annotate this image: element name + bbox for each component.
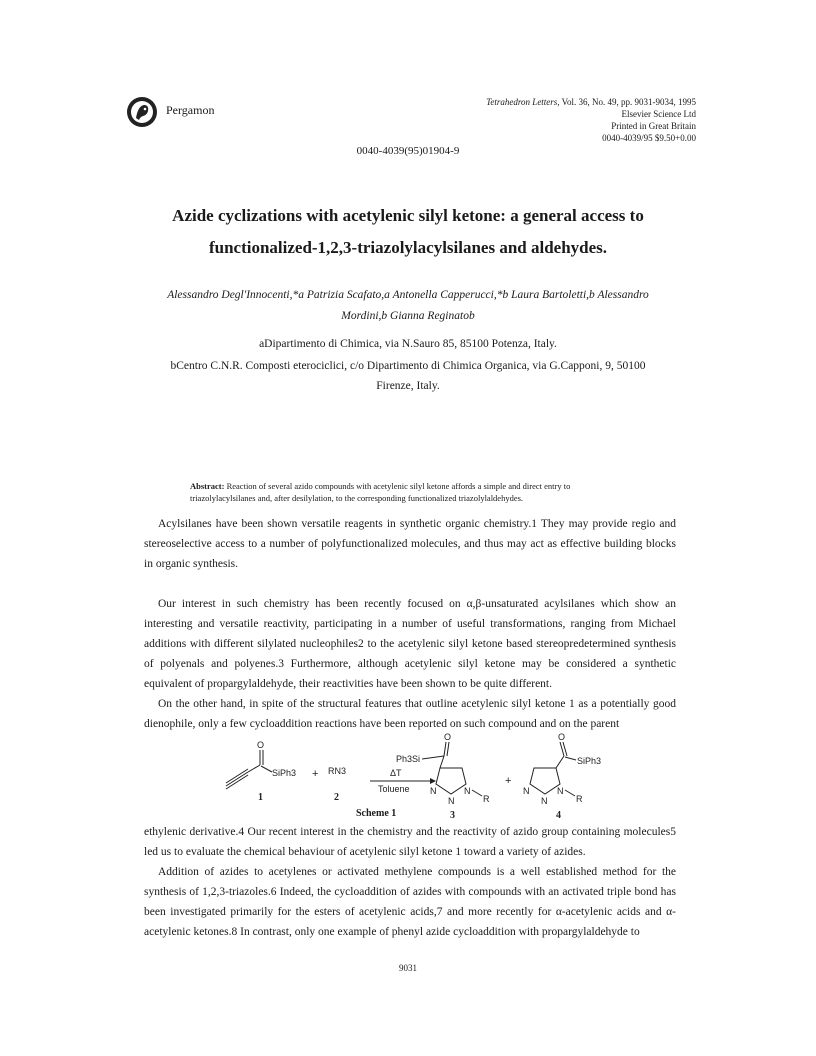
product-triazole-3 — [396, 732, 490, 821]
page-number: 9031 — [399, 963, 417, 973]
publisher-name: Pergamon — [166, 103, 215, 117]
plus-sign-1: + — [312, 768, 319, 780]
reagent-azide: RN3 — [328, 766, 347, 776]
authors-line-1: Alessandro Degl'Innocenti,*a Patrizia Scafato,a Antonella Capperucci,*b Laura Bartoletti,b Alessandro — [167, 289, 649, 301]
reactant-oxygen: O — [257, 740, 265, 750]
paragraph-5: Addition of azides to acetylenes or activated methylene compounds is a well established method for the synthesis of 1,2,3-triazoles.6 Indeed, the cycloaddition of azides with compounds with an activated triple bond has been investigated primarily for the esters of acetylenic acids,7 and more recently for α-acetylenic acids and α-acetylenic ketones.8 In contrast, only one example of phenyl azide cycloaddition with propargylaldehyde to — [144, 866, 676, 938]
compound-label-4: 4 — [556, 810, 561, 821]
citation-publisher: Elsevier Science Ltd — [621, 109, 696, 119]
reactant-acetylenic-silyl-ketone — [226, 740, 296, 803]
title-line-1: Azide cyclizations with acetylenic silyl ketone: a general access to — [172, 206, 644, 225]
paragraph-3: On the other hand, in spite of the structural features that outline acetylenic silyl ketone 1 as a potentially good dienophile, only a few cycloaddition reactions have been reported on such compound and on the parent — [144, 698, 676, 730]
article-id: 0040-4039(95)01904-9 — [356, 145, 460, 157]
paragraph-1: Acylsilanes have been shown versatile reagents in synthetic organic chemistry.1 They may provide regio and stereoselective access to a number of polyfunctionalized molecules, and thus may act as effective building blocks in organic synthesis. — [144, 518, 676, 570]
citation-volume: , Vol. 36, No. 49, pp. 9031-9034, 1995 — [557, 97, 696, 107]
reactant-silyl-group: SiPh3 — [272, 768, 297, 778]
product-triazole-4 — [523, 732, 601, 821]
journal-citation — [486, 96, 696, 144]
product-3-oxygen: O — [444, 732, 452, 742]
product-4-r-group: R — [576, 794, 583, 804]
product-3-nitrogen-1: N — [430, 786, 437, 796]
compound-label-2: 2 — [334, 792, 339, 803]
authors-line-2: Mordini,b Gianna Reginatob — [341, 310, 475, 322]
citation-price: 0040-4039/95 $9.50+0.00 — [602, 133, 696, 143]
publisher-logo-icon — [126, 96, 158, 128]
product-3-nitrogen-3: N — [464, 786, 471, 796]
paragraph-2: Our interest in such chemistry has been recently focused on α,β-unsaturated acylsilanes which show an interesting and versatile reactivity, participating in a number of useful transformations, ranging from Michael additions with different silylated nucleophiles2 to the acetylenic silyl ketone based stereopredetermined synthesis of polyenals and polyenes.3 Furthermore, although acetylenic silyl ketone may be considered a synthetic equivalent of propargylaldehyde, their reactivities have been shown to be quite different. — [144, 598, 676, 690]
arrow-condition-heat: ΔT — [390, 768, 402, 778]
affiliation-b-line-1: bCentro C.N.R. Composti eterociclici, c/o Dipartimento di Chimica Organica, via G.Capponi, 9, 50100 — [170, 360, 646, 372]
product-4-nitrogen-1: N — [523, 786, 530, 796]
abstract — [190, 480, 626, 504]
product-4-silyl-group: SiPh3 — [577, 756, 602, 766]
title-line-2: functionalized-1,2,3-triazolylacylsilanes and aldehydes. — [208, 238, 608, 257]
affiliation-a: aDipartimento di Chimica, via N.Sauro 85, 85100 Potenza, Italy. — [259, 338, 557, 350]
affiliation-b — [110, 356, 706, 396]
abstract-text: Reaction of several azido compounds with acetylenic silyl ketone affords a simple and direct entry to triazolylacylsilanes and, after desilylation, to the corresponding functionalized triazolylaldehydes. — [190, 481, 571, 503]
product-3-nitrogen-2: N — [448, 796, 455, 806]
compound-label-3: 3 — [450, 810, 455, 821]
product-4-oxygen: O — [558, 732, 566, 742]
product-4-nitrogen-3: N — [557, 786, 564, 796]
abstract-label: Abstract: — [190, 481, 225, 491]
reaction-arrow — [370, 768, 436, 794]
author-list — [130, 285, 686, 327]
affiliation-b-line-2: Firenze, Italy. — [376, 380, 440, 392]
plus-sign-2: + — [505, 775, 512, 787]
journal-name: Tetrahedron Letters — [486, 97, 558, 107]
product-3-silyl-group: Ph3Si — [396, 754, 421, 764]
product-3-r-group: R — [483, 794, 490, 804]
paper-title — [110, 200, 706, 264]
citation-printed: Printed in Great Britain — [611, 121, 696, 131]
compound-label-1: 1 — [258, 792, 263, 803]
product-4-nitrogen-2: N — [541, 796, 548, 806]
arrow-condition-solvent: Toluene — [378, 784, 410, 794]
scheme-caption: Scheme 1 — [356, 808, 397, 819]
reaction-scheme — [200, 732, 640, 822]
paragraph-4: ethylenic derivative.4 Our recent interest in the chemistry and the reactivity of azido group containing molecules5 led us to evaluate the chemical behaviour of acetylenic silyl ketone 1 toward a variety of azides. — [144, 826, 676, 858]
